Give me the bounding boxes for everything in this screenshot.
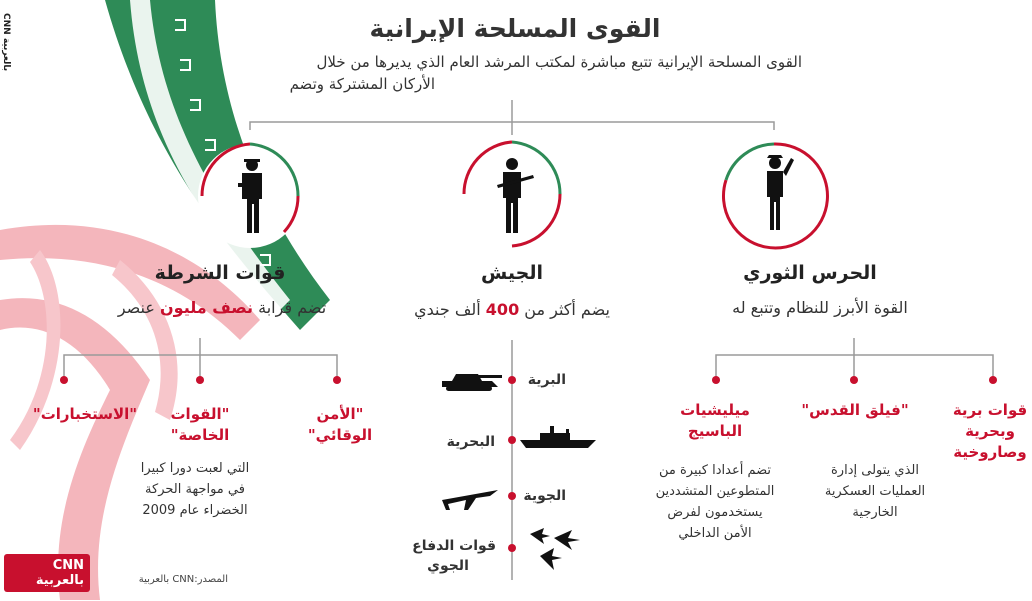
guard-sub-basij-l1: ميليشيات <box>680 401 750 419</box>
guard-sub-basij-desc-l2: المتطوعين المتشددين <box>655 484 775 499</box>
army-desc <box>380 300 644 319</box>
police-desc-highlight: نصف مليون <box>160 298 254 317</box>
guard-sub-basij-desc-l1: تضم أعدادا كبيرة من <box>658 463 772 478</box>
page-subtitle-line2-text: الأركان المشتركة وتضم <box>289 75 435 93</box>
police-sub-prevsec-l1: "الأمن <box>316 405 364 423</box>
army-sub-airdef-label <box>400 536 496 576</box>
army-sub-navy-label: البحرية <box>446 434 495 450</box>
police-sub-special-l1: "القوات <box>170 405 230 423</box>
cnn-arabic-logo: CNN بالعربية <box>4 554 90 592</box>
police-sub-special-desc-l2: في مواجهة الحركة <box>145 482 245 497</box>
guard-title: الحرس الثوري <box>743 262 877 284</box>
police-sub-prevsec <box>290 404 390 446</box>
guard-desc: القوة الأبرز للنظام وتتبع له <box>732 298 908 317</box>
fighter-jet-icon <box>440 482 500 516</box>
army-desc-number: 400 <box>485 300 520 319</box>
warship-icon <box>520 424 596 448</box>
guard-sub-forces-l2: وبحرية <box>965 422 1015 440</box>
guard-sub-forces <box>945 400 1032 463</box>
tank-icon <box>440 366 504 392</box>
police-sub-special-desc <box>115 458 275 521</box>
police-sub-special-desc-l1: التي لعبت دورا كبيرا <box>140 461 250 476</box>
army-sub-airdef-l1: قوات الدفاع <box>412 538 496 554</box>
guard-sub-quds-desc-l2: العمليات العسكرية <box>824 484 926 499</box>
police-sub-intel: "الاستخبارات" <box>32 405 138 423</box>
police-sub-special-l2: الخاصة" <box>170 426 230 444</box>
page-subtitle-line1: القوى المسلحة الإيرانية تتبع مباشرة لمكتب المرشد العام الذي يديرها من خلال <box>316 53 802 71</box>
police-desc <box>90 298 354 317</box>
guard-sub-basij-desc-l3: يستخدمون لفرض <box>667 505 763 520</box>
guard-sub-basij-desc <box>635 460 795 544</box>
guard-sub-quds-desc-l1: الذي يتولى إدارة <box>831 463 919 478</box>
page-title: القوى المسلحة الإيرانية <box>369 14 661 43</box>
army-title: الجيش <box>481 262 543 284</box>
guard-sub-basij-title <box>650 400 780 442</box>
side-logo-text: CNN بالعربية <box>1 13 11 72</box>
guard-sub-basij-desc-l4: الأمن الداخلي <box>678 526 752 541</box>
guard-sub-quds-desc-l3: الخارجية <box>852 505 898 520</box>
guard-sub-forces-l1: قوات برية <box>952 401 1028 419</box>
army-sub-ground-label: البرية <box>527 372 566 388</box>
guard-sub-quds-desc <box>800 460 950 523</box>
source-credit: المصدر:CNN بالعربية <box>138 574 228 585</box>
army-sub-airdef-l2: الجوي <box>427 558 469 574</box>
police-sub-prevsec-l2: الوقائي" <box>307 426 373 444</box>
guard-sub-basij-l2: الباسيج <box>687 422 743 440</box>
saluting-soldier-icon <box>755 152 795 232</box>
armed-soldier-icon <box>492 155 536 235</box>
air-defense-jets-icon <box>524 526 582 576</box>
army-desc-after: ألف جندي <box>414 300 486 319</box>
police-officer-icon <box>232 155 272 235</box>
police-sub-special-desc-l3: الخضراء عام 2009 <box>142 503 248 518</box>
police-desc-after: عنصر <box>117 298 160 317</box>
guard-sub-quds-title: "فيلق القدس" <box>801 401 909 419</box>
army-sub-air-label: الجوية <box>523 488 566 504</box>
police-sub-special <box>150 404 250 446</box>
police-desc-before: تضم قرابة <box>253 298 327 317</box>
army-desc-before: يضم أكثر من <box>519 300 610 319</box>
guard-sub-forces-l3: وصاروخية <box>953 443 1027 461</box>
police-title: قوات الشرطة <box>154 262 286 284</box>
